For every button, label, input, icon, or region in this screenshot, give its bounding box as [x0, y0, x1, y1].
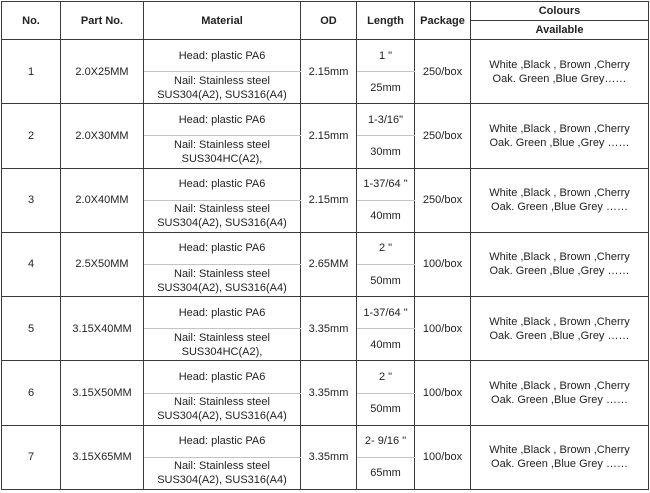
- cell-od: 2.65MM: [301, 232, 357, 296]
- nail-line-2: SUS304(A2), SUS316(A4): [157, 410, 287, 423]
- cell-no: 4: [2, 232, 61, 296]
- cell-part-no: 3.15X40MM: [61, 297, 144, 361]
- cell-no: 5: [2, 297, 61, 361]
- colours-line-1: White ,Black , Brown ,Cherry: [489, 187, 630, 200]
- cell-package: 100/box: [415, 297, 471, 361]
- cell-length-inch: 1-37/64 ": [357, 168, 415, 200]
- cell-material-head: Head: plastic PA6: [144, 232, 301, 264]
- header-material: Material: [144, 2, 301, 40]
- cell-material-head: Head: plastic PA6: [144, 40, 301, 72]
- cell-length-inch: 1-3/16": [357, 104, 415, 136]
- nail-line-1: Nail: Stainless steel: [174, 138, 270, 151]
- cell-no: 3: [2, 168, 61, 232]
- cell-od: 2.15mm: [301, 40, 357, 104]
- colours-line-2: Oak. Green ,Blue ,Grey ……: [489, 265, 630, 278]
- colours-line-2: Oak. Green ,Blue ,Grey ……: [489, 136, 630, 149]
- nail-line-1: Nail: Stainless steel: [174, 267, 270, 280]
- cell-length-mm: 50mm: [357, 393, 415, 425]
- cell-material-head: Head: plastic PA6: [144, 425, 301, 457]
- table-row: [2, 40, 649, 72]
- cell-colours: [471, 232, 649, 296]
- cell-material-nail: [144, 200, 301, 232]
- cell-part-no: 3.15X65MM: [61, 425, 144, 489]
- table-row: [2, 104, 649, 136]
- cell-part-no: 2.5X50MM: [61, 232, 144, 296]
- cell-length-mm: 50mm: [357, 264, 415, 296]
- cell-colours: [471, 361, 649, 425]
- cell-material-head: Head: plastic PA6: [144, 361, 301, 393]
- cell-length-inch: 2 ": [357, 361, 415, 393]
- nail-line-2: SUS304(A2), SUS316(A4): [157, 474, 287, 487]
- spec-table: [1, 1, 649, 490]
- table-body: [2, 40, 649, 490]
- cell-colours: [471, 168, 649, 232]
- colours-line-2: Oak. Green ,Blue Grey……: [492, 72, 627, 85]
- colours-line-2: Oak. Green ,Blue Grey ……: [491, 394, 628, 407]
- cell-length-inch: 1 ": [357, 40, 415, 72]
- cell-part-no: 2.0X25MM: [61, 40, 144, 104]
- cell-part-no: 2.0X40MM: [61, 168, 144, 232]
- table-row: [2, 425, 649, 457]
- cell-colours: [471, 425, 649, 489]
- cell-od: 3.35mm: [301, 361, 357, 425]
- header-od: OD: [301, 2, 357, 40]
- table-row: [2, 232, 649, 264]
- cell-no: 1: [2, 40, 61, 104]
- cell-material-nail: [144, 457, 301, 489]
- cell-package: 100/box: [415, 232, 471, 296]
- colours-line-2: Oak. Green ,Blue Grey ……: [491, 201, 628, 214]
- cell-od: 2.15mm: [301, 104, 357, 168]
- cell-length-inch: 1-37/64 ": [357, 297, 415, 329]
- cell-no: 2: [2, 104, 61, 168]
- cell-length-inch: 2- 9/16 ": [357, 425, 415, 457]
- cell-part-no: 2.0X30MM: [61, 104, 144, 168]
- nail-line-1: Nail: Stainless steel: [174, 460, 270, 473]
- cell-colours: [471, 297, 649, 361]
- cell-material-nail: [144, 329, 301, 361]
- table-row: [2, 168, 649, 200]
- cell-colours: [471, 104, 649, 168]
- header-package: Package: [415, 2, 471, 40]
- cell-material-head: Head: plastic PA6: [144, 104, 301, 136]
- cell-no: 7: [2, 425, 61, 489]
- cell-length-mm: 40mm: [357, 200, 415, 232]
- colours-line-1: White ,Black , Brown ,Cherry: [489, 58, 630, 71]
- table-row: [2, 361, 649, 393]
- nail-line-1: Nail: Stainless steel: [174, 74, 270, 87]
- cell-material-nail: [144, 393, 301, 425]
- cell-package: 100/box: [415, 425, 471, 489]
- cell-length-mm: 30mm: [357, 136, 415, 168]
- header-part-no: Part No.: [61, 2, 144, 40]
- nail-line-1: Nail: Stainless steel: [174, 331, 270, 344]
- cell-length-mm: 25mm: [357, 72, 415, 104]
- cell-od: 3.35mm: [301, 297, 357, 361]
- cell-material-head: Head: plastic PA6: [144, 297, 301, 329]
- colours-line-1: White ,Black , Brown ,Cherry: [489, 122, 630, 135]
- header-available: Available: [471, 21, 649, 40]
- cell-package: 100/box: [415, 361, 471, 425]
- cell-material-nail: [144, 264, 301, 296]
- cell-od: 3.35mm: [301, 425, 357, 489]
- nail-line-2: SUS304(A2), SUS316(A4): [157, 88, 287, 101]
- header-length: Length: [357, 2, 415, 40]
- cell-no: 6: [2, 361, 61, 425]
- colours-line-1: White ,Black , Brown ,Cherry: [489, 251, 630, 264]
- colours-line-1: White ,Black , Brown ,Cherry: [489, 380, 630, 393]
- cell-package: 250/box: [415, 40, 471, 104]
- table-row: [2, 297, 649, 329]
- header-no: No.: [2, 2, 61, 40]
- colours-line-1: White ,Black , Brown ,Cherry: [489, 315, 630, 328]
- colours-line-2: Oak. Green ,Blue Grey ……: [491, 458, 628, 471]
- colours-line-1: White ,Black , Brown ,Cherry: [489, 444, 630, 457]
- cell-material-nail: [144, 136, 301, 168]
- cell-od: 2.15mm: [301, 168, 357, 232]
- cell-colours: [471, 40, 649, 104]
- nail-line-2: SUS304(A2), SUS316(A4): [157, 217, 287, 230]
- nail-line-1: Nail: Stainless steel: [174, 396, 270, 409]
- nail-line-1: Nail: Stainless steel: [174, 203, 270, 216]
- colours-line-2: Oak. Green ,Blue ,Grey ……: [489, 329, 630, 342]
- cell-length-inch: 2 ": [357, 232, 415, 264]
- nail-line-2: SUS304(A2), SUS316(A4): [157, 281, 287, 294]
- cell-material-nail: [144, 72, 301, 104]
- cell-material-head: Head: plastic PA6: [144, 168, 301, 200]
- cell-length-mm: 40mm: [357, 329, 415, 361]
- cell-package: 250/box: [415, 168, 471, 232]
- nail-line-2: SUS304HC(A2),: [181, 345, 263, 358]
- nail-line-2: SUS304HC(A2),: [181, 152, 263, 165]
- cell-length-mm: 65mm: [357, 457, 415, 489]
- cell-part-no: 3.15X50MM: [61, 361, 144, 425]
- header-colours: Colours: [471, 2, 649, 21]
- cell-package: 250/box: [415, 104, 471, 168]
